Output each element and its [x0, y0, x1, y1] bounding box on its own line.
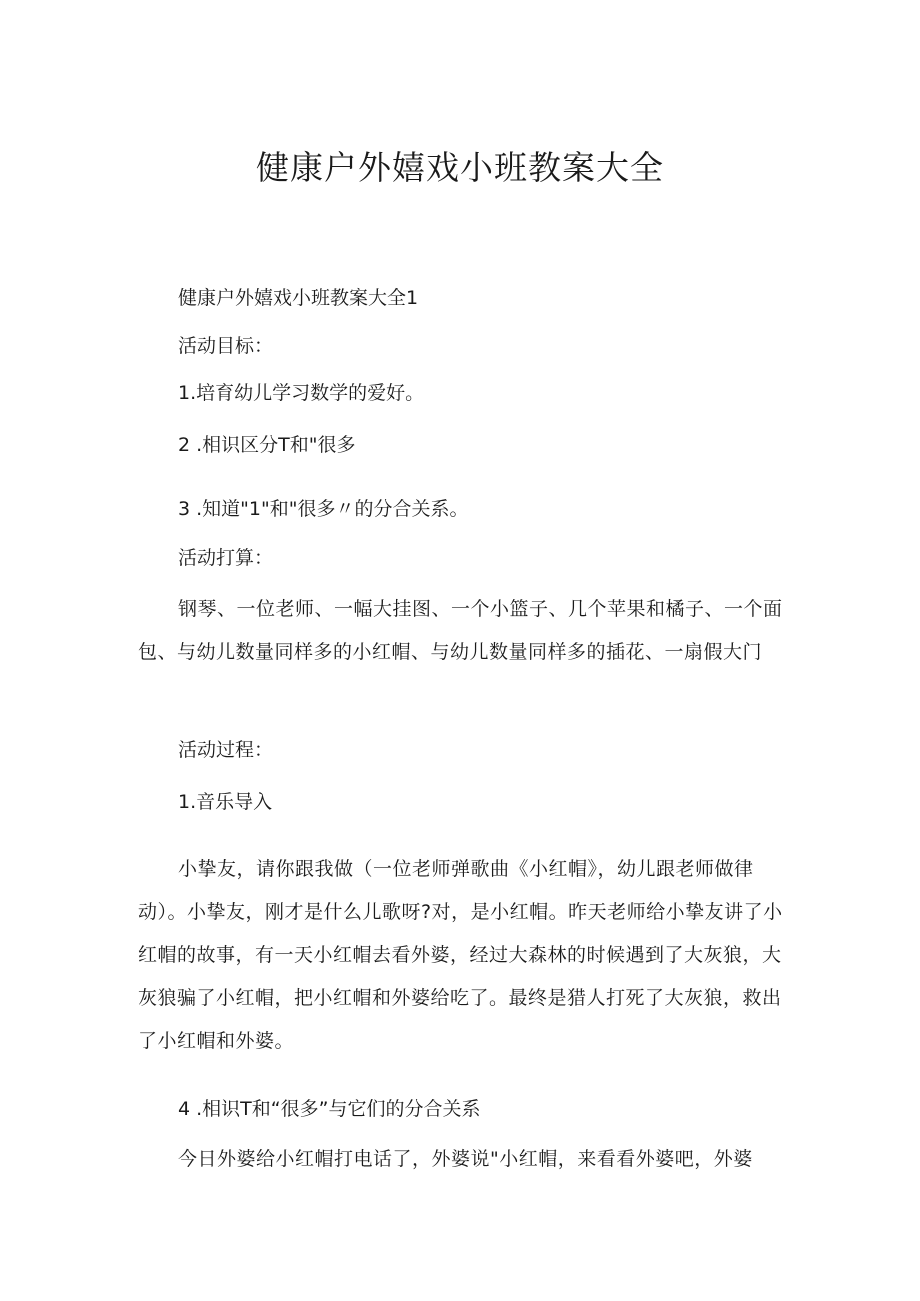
document-title: 健康户外嬉戏小班教案大全 [256, 148, 664, 187]
goal-item-1: 1.培育幼儿学习数学的爱好。 [178, 382, 425, 404]
goals-heading: 活动目标： [178, 335, 274, 357]
step-4-heading: 4 .相识T和“很多”与它们的分合关系 [178, 1098, 481, 1120]
goal-item-2: 2 .相识区分T和"很多 [178, 434, 356, 456]
step-1-text: 小挚友，请你跟我做（一位老师弹歌曲《小红帽》，幼儿跟老师做律动）。小挚友，刚才是什么儿歌呀?对，是小红帽。昨天老师给小挚友讲了小红帽的故事，有一天小红帽去看外婆，经过大森林的时候遇到了大灰狼，大灰狼骗了小红帽，把小红帽和外婆给吃了。最终是猎人打死了大灰狼，救出了小红帽和外婆。 [138, 858, 783, 1052]
goal-item-3: 3 .知道"1"和"很多〃的分合关系。 [178, 498, 469, 520]
process-heading: 活动过程： [178, 739, 274, 761]
step-4-text: 今日外婆给小红帽打电话了，外婆说"小红帽，来看看外婆吧，外婆 [178, 1148, 753, 1170]
preparation-text: 钢琴、一位老师、一幅大挂图、一个小篮子、几个苹果和橘子、一个面包、与幼儿数量同样多的小红帽、与幼儿数量同样多的插花、一扇假大门 [138, 598, 783, 663]
step-1-heading: 1.音乐导入 [178, 791, 273, 813]
lesson-subtitle: 健康户外嬉戏小班教案大全1 [178, 287, 419, 309]
preparation-heading: 活动打算： [178, 547, 274, 569]
